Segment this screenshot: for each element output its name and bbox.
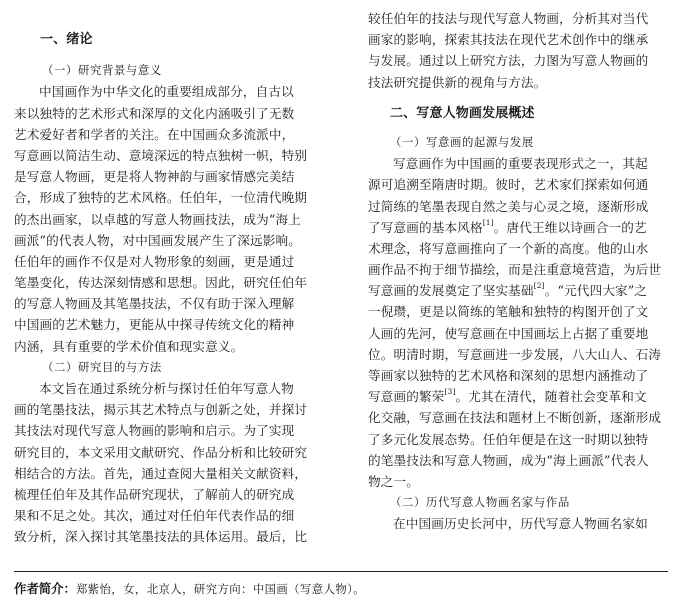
text-line: 画作品不拘于细节描绘，而是注重意境营造，为后世 (368, 262, 662, 278)
text-line: 中国画作为中华文化的重要组成部分，自古以 (39, 84, 294, 100)
text-line: 果和不足之处。其次，通过对任伯年代表作品的细 (14, 508, 295, 524)
text-line: 画派”的代表人物，对中国画发展产生了深远影响。 (14, 232, 301, 248)
text-line: 位。明清时期，写意画进一步发展，八大山人、石涛 (368, 346, 662, 362)
text-segment: 。唐代王维以诗画合一的艺 (493, 219, 647, 235)
author-details: 郑紫怡，女，北京人，研究方向：中国画（写意人物）。 (75, 582, 366, 596)
section-heading-intro: 一、绪论 (40, 32, 93, 47)
text-line (368, 386, 670, 407)
text-line: 内涵，具有重要的学术价值和现实意义。 (14, 338, 244, 354)
text-segment: 写意画的发展奠定了坚实基础 (368, 283, 534, 299)
text-line: 人画的先河，使写意画在中国画坛上占据了重要地 (368, 325, 649, 341)
text-line: 其技法对现代写意人物画的影响和启示。为了实现 (14, 423, 295, 439)
text-line: 中国画的艺术魅力，更能从中探寻传统文化的精神 (14, 317, 295, 333)
text-line: 源可追溯至隋唐时期。彼时，艺术家们探索如何通 (368, 177, 649, 193)
text-line: 化交融，写意画在技法和题材上不断创新，逐渐形成 (368, 410, 662, 426)
text-line: 任伯年的画作不仅是对人物形象的刻画，更是通过 (14, 253, 295, 269)
subsection-heading-background: （一）研究背景与意义 (42, 63, 162, 78)
text-line (368, 217, 670, 238)
text-line: 等画家以独特的艺术风格和深刻的思想内涵推动了 (368, 368, 649, 383)
subsection-heading-methods: （二）研究目的与方法 (42, 359, 162, 374)
text-line: 笔墨变化，传达深刻情感和思想。因此，研究任伯年 (14, 275, 308, 291)
text-line: 写意画作为中国画的重要表现形式之一，其起 (393, 156, 648, 172)
author-label: 作者简介： (14, 581, 76, 596)
text-line: 来以独特的艺术形式和深厚的文化内涵吸引了无数 (14, 105, 295, 121)
paragraph-origin (368, 153, 670, 492)
text-line: 了多元化发展态势。任伯年便是在这一时期以独特 (368, 431, 649, 447)
text-line: 是写意人物画，更是将人物神韵与画家情感完美结 (14, 169, 295, 185)
text-line: 画的笔墨技法，揭示其艺术特点与创新之处，并探讨 (14, 402, 308, 418)
section-heading-overview: 二、写意人物画发展概述 (390, 105, 535, 121)
text-segment: 。“元代四大家”之 (544, 283, 648, 299)
text-line: 相结合的方法。首先，通过查阅大量相关文献资料， (14, 465, 308, 481)
citation-ref: [2] (533, 281, 545, 291)
author-info (14, 572, 668, 597)
text-line: 画家的影响，探索其技法在现代艺术创作中的继承 (368, 32, 649, 48)
text-line: 技法研究提供新的视角与方法。 (368, 74, 547, 90)
text-line: 物之一。 (368, 473, 419, 489)
subsection-heading-masters: （二）历代写意人物画名家与作品 (390, 495, 570, 510)
subsection-heading-origin: （一）写意画的起源与发展 (390, 134, 534, 149)
citation-ref: [3] (444, 387, 456, 397)
text-line: 合，形成了独特的艺术风格。任伯年，一位清代晚期 (14, 190, 308, 206)
right-column (368, 0, 670, 535)
text-line: 过简练的笔墨表现自然之美与心灵之境，逐渐形成 (368, 198, 649, 214)
text-line: 术理念，将写意画推向了一个新的高度。他的山水 (368, 240, 649, 256)
text-line: 艺术爱好者和学者的关注。在中国画众多流派中， (14, 126, 295, 142)
paragraph-methods-continued (368, 8, 670, 93)
text-line: 梳理任伯年及其作品研究现状，了解前人的研究成 (14, 486, 295, 502)
left-column (14, 0, 314, 548)
text-segment: 写意画的繁荣 (368, 389, 445, 405)
text-line: 的写意人物画及其笔墨技法，不仅有助于深入理解 (14, 296, 295, 312)
text-line: 较任伯年的技法与现代写意人物画，分析其对当代 (368, 11, 649, 26)
text-line: 的笔墨技法和写意人物画，成为“海上画派”代表人 (368, 452, 649, 468)
paragraph-methods (14, 378, 314, 548)
citation-ref: [1] (482, 217, 494, 227)
text-line: 与发展。通过以上研究方法，力图为写意人物画的 (368, 53, 649, 69)
text-line (368, 280, 670, 301)
text-segment: 。尤其在清代，随着社会变革和文 (455, 389, 647, 405)
text-segment: 了写意画的基本风格 (368, 219, 483, 235)
paragraph-background (14, 81, 314, 356)
text-line: 致分析，深入探讨其笔墨技法的具体运用。最后，比 (14, 529, 308, 545)
text-line: 在中国画历史长河中，历代写意人物画名家如 (393, 516, 648, 532)
text-line: 一倪瓒，更是以简练的笔触和独特的构图开创了文 (368, 304, 649, 320)
text-line: 写意画以简洁生动、意境深远的特点独树一帜，特别 (14, 147, 308, 163)
author-footnote (14, 571, 668, 597)
text-line: 本文旨在通过系统分析与探讨任伯年写意人物 (39, 381, 294, 396)
text-line: 的杰出画家，以卓越的写意人物画技法，成为“海上 (14, 211, 301, 227)
text-line: 研究目的，本文采用文献研究、作品分析和比较研究 (14, 444, 308, 460)
